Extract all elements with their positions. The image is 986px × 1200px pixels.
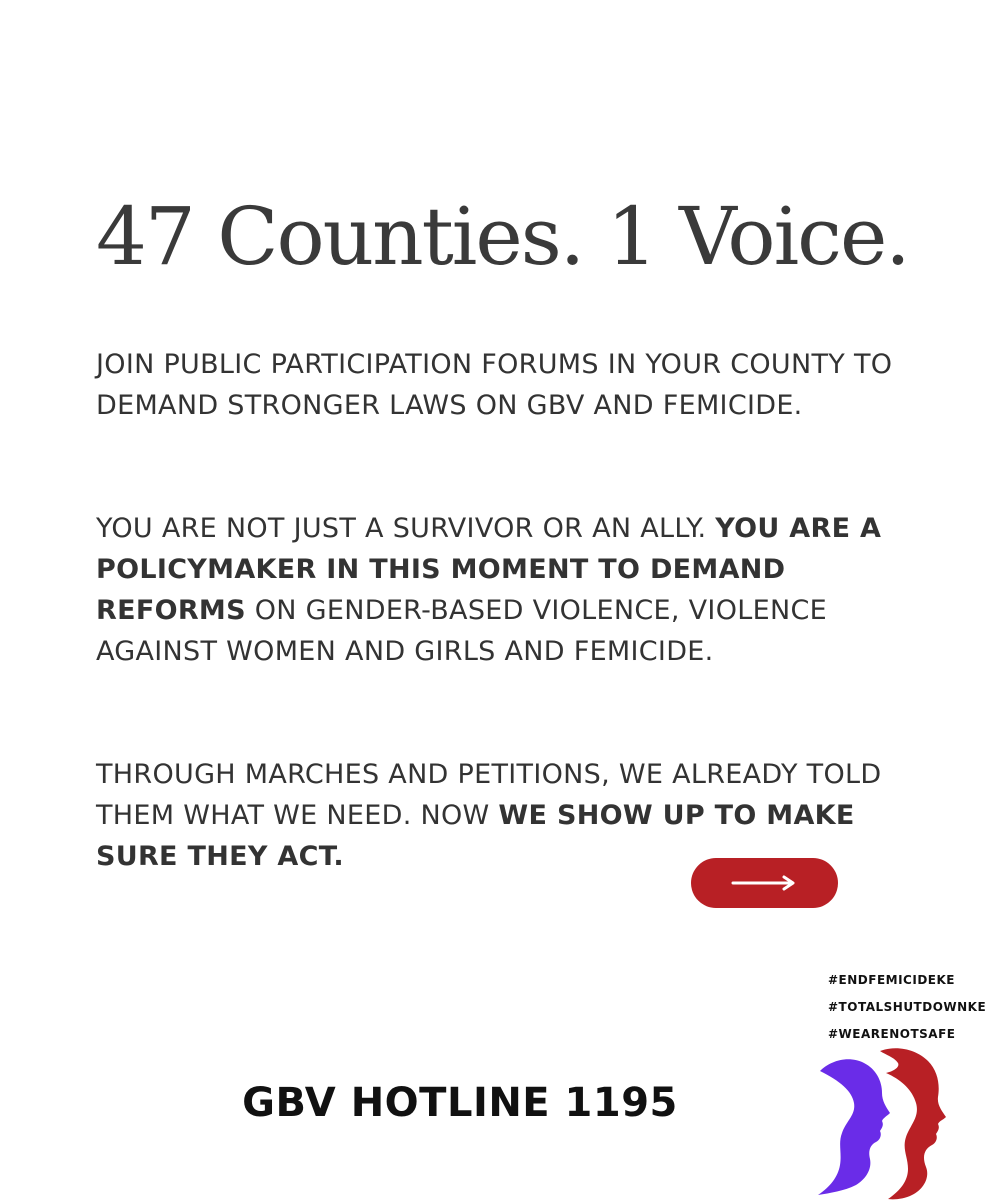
hashtag-list [828,970,986,1051]
paragraph-emphasis: YOU ARE A POLICYMAKER IN THIS MOMENT TO DEMAND REFORMS [96,513,882,626]
hashtag: #ENDFEMICIDEKE [828,973,955,987]
headline: 47 Counties. 1 Voice. [96,190,909,283]
paragraph-text: THROUGH MARCHES AND PETITIONS, WE ALREADY TOLD THEM WHAT WE NEED. NOW [96,759,882,831]
paragraph-join-forums [96,344,916,426]
gbv-hotline: GBV HOTLINE 1195 [242,1080,678,1126]
next-button[interactable] [691,858,838,908]
paragraph-text: ON GENDER-BASED VIOLENCE, VIOLENCE AGAINST WOMEN AND GIRLS AND FEMICIDE. [96,595,827,667]
paragraph-policymaker [96,508,916,672]
paragraph-text: JOIN PUBLIC PARTICIPATION FORUMS IN YOUR COUNTY TO DEMAND STRONGER LAWS ON GBV AND FEMICIDE. [96,349,893,421]
paragraph-text: YOU ARE NOT JUST A SURVIVOR OR AN ALLY. [96,513,716,544]
hashtag: #WEARENOTSAFE [828,1027,956,1041]
paragraph-emphasis: WE SHOW UP TO MAKE SURE THEY ACT. [96,800,855,872]
hashtag: #TOTALSHUTDOWNKE [828,1000,986,1014]
arrow-right-icon [730,873,800,893]
